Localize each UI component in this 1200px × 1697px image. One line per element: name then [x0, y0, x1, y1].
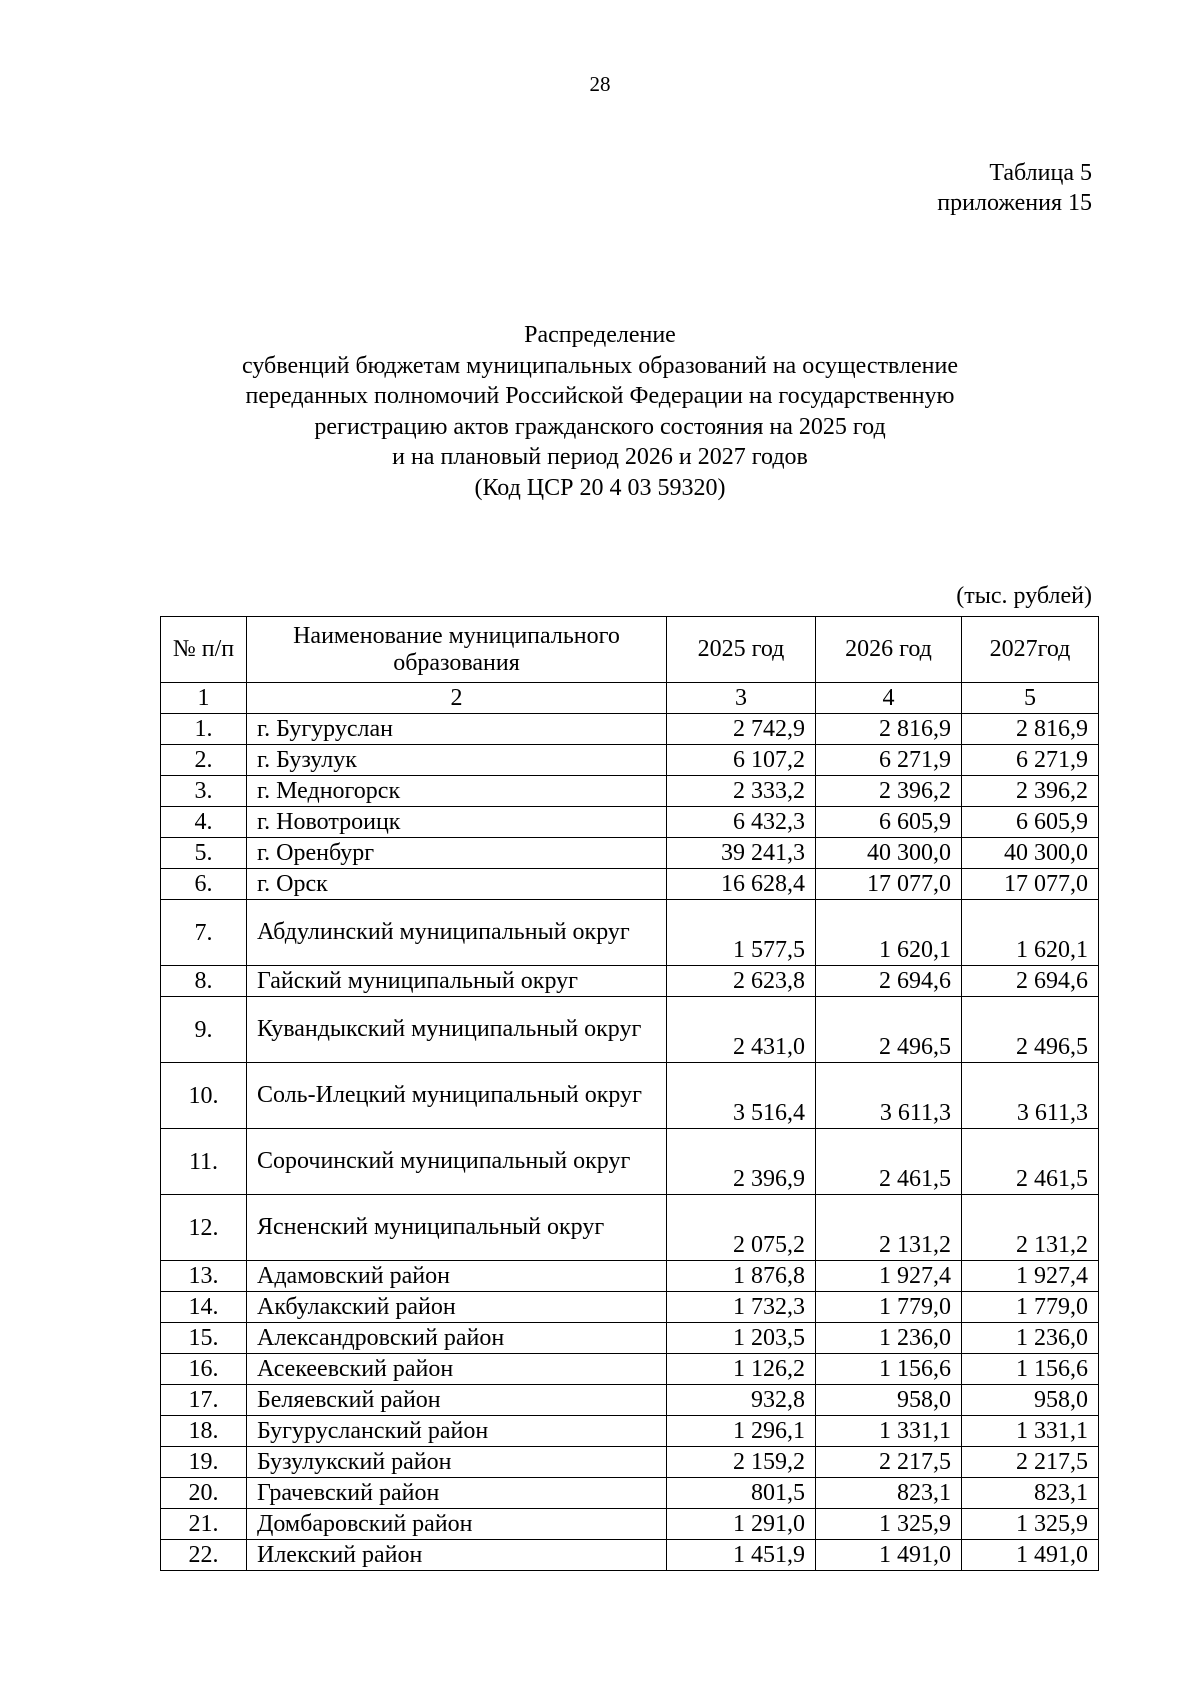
row-number: 18. — [161, 1416, 247, 1447]
table-header-row — [161, 617, 1099, 683]
header-2027: 2027год — [962, 617, 1099, 683]
value-2026: 40 300,0 — [816, 838, 962, 869]
title-line-5: и на плановый период 2026 и 2027 годов — [392, 444, 808, 470]
table-row — [161, 1509, 1099, 1540]
header-2025: 2025 год — [667, 617, 816, 683]
row-number: 22. — [161, 1540, 247, 1571]
value-2027: 40 300,0 — [962, 838, 1099, 869]
value-2027: 1 331,1 — [962, 1416, 1099, 1447]
table-row — [161, 1292, 1099, 1323]
value-2027: 2 496,5 — [962, 997, 1099, 1063]
index-cell: 4 — [816, 683, 962, 714]
value-2025: 6 432,3 — [667, 807, 816, 838]
value-2026: 17 077,0 — [816, 869, 962, 900]
value-2027: 3 611,3 — [962, 1063, 1099, 1129]
row-number: 3. — [161, 776, 247, 807]
value-2026: 6 271,9 — [816, 745, 962, 776]
value-2025: 6 107,2 — [667, 745, 816, 776]
value-2027: 1 156,6 — [962, 1354, 1099, 1385]
municipality-name: г. Бузулук — [247, 745, 667, 776]
value-2025: 1 876,8 — [667, 1261, 816, 1292]
municipality-name: г. Бугуруслан — [247, 714, 667, 745]
value-2027: 1 620,1 — [962, 900, 1099, 966]
table-row — [161, 1385, 1099, 1416]
row-number: 13. — [161, 1261, 247, 1292]
municipality-name: г. Орск — [247, 869, 667, 900]
value-2026: 1 156,6 — [816, 1354, 962, 1385]
value-2025: 2 431,0 — [667, 997, 816, 1063]
value-2025: 3 516,4 — [667, 1063, 816, 1129]
value-2025: 2 075,2 — [667, 1195, 816, 1261]
table-row — [161, 745, 1099, 776]
municipality-name: Бугурусланский район — [247, 1416, 667, 1447]
value-2027: 2 694,6 — [962, 966, 1099, 997]
table-row — [161, 807, 1099, 838]
municipality-name: г. Медногорск — [247, 776, 667, 807]
row-number: 16. — [161, 1354, 247, 1385]
value-2027: 6 605,9 — [962, 807, 1099, 838]
value-2025: 801,5 — [667, 1478, 816, 1509]
row-number: 15. — [161, 1323, 247, 1354]
value-2027: 958,0 — [962, 1385, 1099, 1416]
municipality-name: Беляевский район — [247, 1385, 667, 1416]
row-number: 1. — [161, 714, 247, 745]
annex-table-number: Таблица 5 — [989, 160, 1092, 186]
title-line-4: регистрацию актов гражданского состояния на 2025 год — [314, 413, 886, 440]
value-2026: 1 491,0 — [816, 1540, 962, 1571]
table-row — [161, 1063, 1099, 1129]
table-row — [161, 1478, 1099, 1509]
value-2025: 1 732,3 — [667, 1292, 816, 1323]
municipality-name: Домбаровский район — [247, 1509, 667, 1540]
municipality-name: г. Оренбург — [247, 838, 667, 869]
row-number: 14. — [161, 1292, 247, 1323]
index-cell: 3 — [667, 683, 816, 714]
value-2025: 1 451,9 — [667, 1540, 816, 1571]
header-num: № п/п — [161, 617, 247, 683]
municipality-name: Грачевский район — [247, 1478, 667, 1509]
table-row — [161, 838, 1099, 869]
municipality-name: Гайский муниципальный округ — [247, 966, 667, 997]
row-number: 20. — [161, 1478, 247, 1509]
table-row — [161, 1540, 1099, 1571]
row-number: 9. — [161, 997, 247, 1063]
municipality-name: Бузулукский район — [247, 1447, 667, 1478]
table-row — [161, 714, 1099, 745]
header-2026: 2026 год — [816, 617, 962, 683]
table-row — [161, 1354, 1099, 1385]
value-2026: 2 396,2 — [816, 776, 962, 807]
value-2026: 958,0 — [816, 1385, 962, 1416]
value-2026: 6 605,9 — [816, 807, 962, 838]
table-row — [161, 900, 1099, 966]
table-row — [161, 1416, 1099, 1447]
title-line-3: переданных полномочий Российской Федерации на государственную — [245, 383, 955, 409]
municipality-name: Илекский район — [247, 1540, 667, 1571]
table-row — [161, 869, 1099, 900]
value-2026: 2 816,9 — [816, 714, 962, 745]
row-number: 6. — [161, 869, 247, 900]
value-2025: 1 203,5 — [667, 1323, 816, 1354]
value-2027: 1 491,0 — [962, 1540, 1099, 1571]
value-2026: 1 325,9 — [816, 1509, 962, 1540]
value-2026: 1 927,4 — [816, 1261, 962, 1292]
index-cell: 5 — [962, 683, 1099, 714]
table-row — [161, 1195, 1099, 1261]
row-number: 21. — [161, 1509, 247, 1540]
municipality-name: Абдулинский муниципальный округ — [247, 900, 667, 966]
row-number: 5. — [161, 838, 247, 869]
table-row — [161, 776, 1099, 807]
row-number: 17. — [161, 1385, 247, 1416]
document-title — [0, 320, 1200, 503]
value-2026: 1 236,0 — [816, 1323, 962, 1354]
value-2025: 1 296,1 — [667, 1416, 816, 1447]
row-number: 11. — [161, 1129, 247, 1195]
table-row — [161, 997, 1099, 1063]
municipality-name: Асекеевский район — [247, 1354, 667, 1385]
value-2025: 2 623,8 — [667, 966, 816, 997]
municipality-name: Акбулакский район — [247, 1292, 667, 1323]
value-2025: 2 159,2 — [667, 1447, 816, 1478]
row-number: 10. — [161, 1063, 247, 1129]
value-2027: 2 396,2 — [962, 776, 1099, 807]
value-2027: 1 927,4 — [962, 1261, 1099, 1292]
value-2025: 39 241,3 — [667, 838, 816, 869]
municipality-name: Соль-Илецкий муниципальный округ — [247, 1063, 667, 1129]
table-row — [161, 1447, 1099, 1478]
municipality-name: Сорочинский муниципальный округ — [247, 1129, 667, 1195]
page-number: 28 — [589, 72, 611, 96]
title-line-6: (Код ЦСР 20 4 03 59320) — [474, 474, 726, 501]
row-number: 12. — [161, 1195, 247, 1261]
row-number: 7. — [161, 900, 247, 966]
value-2026: 2 217,5 — [816, 1447, 962, 1478]
value-2027: 1 779,0 — [962, 1292, 1099, 1323]
header-name: Наименование муниципального образования — [247, 617, 667, 683]
table-row — [161, 1129, 1099, 1195]
title-line-2: субвенций бюджетам муниципальных образований на осуществление — [242, 352, 958, 379]
value-2026: 1 620,1 — [816, 900, 962, 966]
table-row — [161, 1323, 1099, 1354]
value-2025: 1 577,5 — [667, 900, 816, 966]
units-label: (тыс. рублей) — [956, 583, 1092, 609]
municipality-name: Кувандыкский муниципальный округ — [247, 997, 667, 1063]
municipality-name: Ясненский муниципальный округ — [247, 1195, 667, 1261]
value-2026: 1 331,1 — [816, 1416, 962, 1447]
value-2025: 1 291,0 — [667, 1509, 816, 1540]
value-2025: 2 742,9 — [667, 714, 816, 745]
title-line-1: Распределение — [524, 322, 676, 348]
municipality-name: Адамовский район — [247, 1261, 667, 1292]
row-number: 8. — [161, 966, 247, 997]
row-number: 4. — [161, 807, 247, 838]
value-2027: 1 236,0 — [962, 1323, 1099, 1354]
value-2027: 1 325,9 — [962, 1509, 1099, 1540]
municipality-name: Александровский район — [247, 1323, 667, 1354]
value-2026: 823,1 — [816, 1478, 962, 1509]
value-2026: 2 461,5 — [816, 1129, 962, 1195]
value-2027: 2 461,5 — [962, 1129, 1099, 1195]
row-number: 2. — [161, 745, 247, 776]
table-row — [161, 1261, 1099, 1292]
municipality-name: г. Новотроицк — [247, 807, 667, 838]
value-2027: 2 816,9 — [962, 714, 1099, 745]
table-index-row — [161, 683, 1099, 714]
budget-table — [160, 616, 1099, 1571]
value-2027: 6 271,9 — [962, 745, 1099, 776]
value-2026: 3 611,3 — [816, 1063, 962, 1129]
value-2025: 1 126,2 — [667, 1354, 816, 1385]
row-number: 19. — [161, 1447, 247, 1478]
value-2027: 17 077,0 — [962, 869, 1099, 900]
table-annex-label — [937, 158, 1092, 218]
index-cell: 1 — [161, 683, 247, 714]
table-row — [161, 966, 1099, 997]
value-2027: 2 131,2 — [962, 1195, 1099, 1261]
value-2025: 932,8 — [667, 1385, 816, 1416]
value-2026: 2 694,6 — [816, 966, 962, 997]
annex-appendix-number: приложения 15 — [937, 190, 1092, 216]
value-2026: 1 779,0 — [816, 1292, 962, 1323]
value-2027: 2 217,5 — [962, 1447, 1099, 1478]
value-2026: 2 496,5 — [816, 997, 962, 1063]
value-2025: 2 396,9 — [667, 1129, 816, 1195]
value-2027: 823,1 — [962, 1478, 1099, 1509]
value-2026: 2 131,2 — [816, 1195, 962, 1261]
value-2025: 2 333,2 — [667, 776, 816, 807]
index-cell: 2 — [247, 683, 667, 714]
value-2025: 16 628,4 — [667, 869, 816, 900]
